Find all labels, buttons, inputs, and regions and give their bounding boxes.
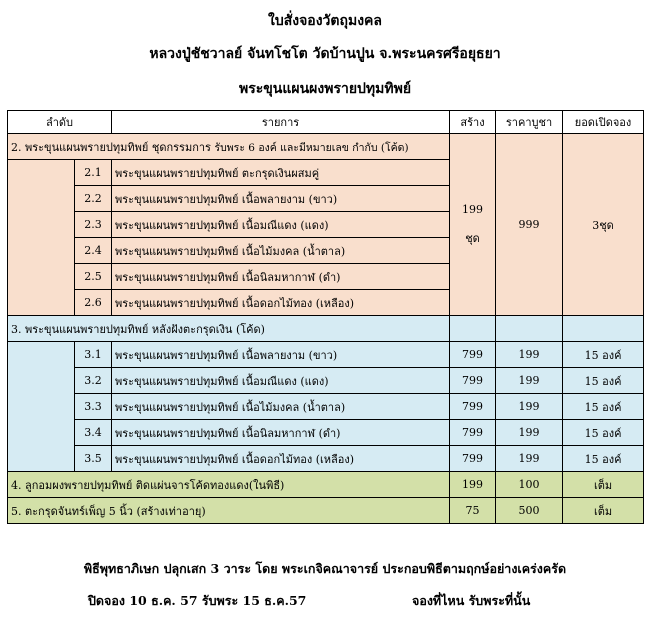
row-5-title: 5. ตะกรุดจันทร์เพ็ญ 5 นิ้ว (สร้างเท่าอายุ) (8, 498, 450, 524)
item-no: 2.3 (75, 212, 112, 238)
item-name: พระขุนแผนพรายปทุมทิพย์ เนื้อดอกไม้ทอง (เหลือง) (112, 446, 450, 472)
item-built: 799 (450, 368, 496, 394)
item-open: 15 องค์ (563, 368, 644, 394)
item-name: พระขุนแผนพรายปทุมทิพย์ เนื้อไม้มงคล (น้ำตาล) (112, 238, 450, 264)
item-name: พระขุนแผนพรายปทุมทิพย์ เนื้อพลายงาม (ขาว) (112, 342, 450, 368)
row-4-title: 4. ลูกอมผงพรายปทุมทิพย์ ติดแผ่นจารโค้ดทองแดง(ในพิธี) (8, 472, 450, 498)
item-built: 799 (450, 342, 496, 368)
item-open: 15 องค์ (563, 394, 644, 420)
row-5-built: 75 (450, 498, 496, 524)
amulet-title: พระขุนแผนผงพรายปทุมทิพย์ (238, 81, 412, 97)
item-name: พระขุนแผนพรายปทุมทิพย์ เนื้อมณีแดง (แดง) (112, 368, 450, 394)
item-name: พระขุนแผนพรายปทุมทิพย์ เนื้อนิลมหากาฬ (ดำ) (112, 420, 450, 446)
item-no: 2.1 (75, 160, 112, 186)
item-price: 199 (496, 420, 563, 446)
group-2-price: 999 (496, 134, 563, 316)
item-price: 199 (496, 394, 563, 420)
group-3-title: 3. พระขุนแผนพรายปทุมทิพย์ หลังฝังตะกรุดเงิน (โค้ด) (8, 316, 450, 342)
booking-dates: ปิดจอง 10 ธ.ค. 57 รับพระ 15 ธ.ค.57 (88, 593, 307, 608)
col-header-built: สร้าง (450, 111, 496, 134)
item-open: 15 องค์ (563, 342, 644, 368)
item-no: 2.5 (75, 264, 112, 290)
item-built: 799 (450, 420, 496, 446)
item-name: พระขุนแผนพรายปทุมทิพย์ เนื้อพลายงาม (ขาว) (112, 186, 450, 212)
row-4-open: เต็ม (563, 472, 644, 498)
row-4-price: 100 (496, 472, 563, 498)
empty-cell (496, 316, 563, 342)
row-5-open: เต็ม (563, 498, 644, 524)
empty-cell (450, 316, 496, 342)
ceremony-note: พิธีพุทธาภิเษก ปลุกเสก 3 วาระ โดย พระเกจิคณาจารย์ ประกอบพิธีตามฤกษ์อย่างเคร่งครัด (83, 561, 567, 576)
item-price: 199 (496, 368, 563, 394)
item-name: พระขุนแผนพรายปทุมทิพย์ เนื้อมณีแดง (แดง) (112, 212, 450, 238)
pickup-note: จองที่ไหน รับพระที่นั้น (412, 593, 531, 608)
item-name: พระขุนแผนพรายปทุมทิพย์ เนื้อนิลมหากาฬ (ดำ) (112, 264, 450, 290)
item-no: 3.1 (75, 342, 112, 368)
item-no: 3.5 (75, 446, 112, 472)
group-2-note: รับพระ 6 องค์ และมีหมายเลข กำกับ (โค้ด) (214, 141, 409, 154)
order-table (7, 110, 644, 524)
item-no: 3.2 (75, 368, 112, 394)
row-4-built: 199 (450, 472, 496, 498)
group-3-spacer (8, 342, 75, 472)
col-header-open: ยอดเปิดจอง (563, 111, 644, 134)
item-price: 199 (496, 446, 563, 472)
item-built: 799 (450, 446, 496, 472)
group-2-spacer (8, 160, 75, 316)
form-title: ใบสั่งจองวัตถุมงคล (268, 13, 382, 29)
group-2-built: 199 ชุด (450, 134, 496, 316)
group-2-open: 3ชุด (563, 134, 644, 316)
item-no: 2.2 (75, 186, 112, 212)
col-header-item: รายการ (112, 111, 450, 134)
empty-cell (563, 316, 644, 342)
item-open: 15 องค์ (563, 446, 644, 472)
item-no: 3.3 (75, 394, 112, 420)
item-no: 2.4 (75, 238, 112, 264)
item-name: พระขุนแผนพรายปทุมทิพย์ ตะกรุดเงินผสมคู่ (112, 160, 450, 186)
item-no: 3.4 (75, 420, 112, 446)
item-no: 2.6 (75, 290, 112, 316)
item-name: พระขุนแผนพรายปทุมทิพย์ เนื้อดอกไม้ทอง (เหลือง) (112, 290, 450, 316)
col-header-price: ราคาบูชา (496, 111, 563, 134)
item-built: 799 (450, 394, 496, 420)
item-price: 199 (496, 342, 563, 368)
group-2-title: 2. พระขุนแผนพรายปทุมทิพย์ ชุดกรรมการ รับพระ 6 องค์ และมีหมายเลข กำกับ (โค้ด) (8, 134, 450, 160)
item-name: พระขุนแผนพรายปทุมทิพย์ เนื้อไม้มงคล (น้ำตาล) (112, 394, 450, 420)
row-5-price: 500 (496, 498, 563, 524)
col-header-no: ลำดับ (8, 111, 112, 134)
temple-line: หลวงปู่ชัชวาลย์ จันทโชโต วัดบ้านปูน จ.พระนครศรีอยุธยา (149, 46, 501, 62)
item-open: 15 องค์ (563, 420, 644, 446)
